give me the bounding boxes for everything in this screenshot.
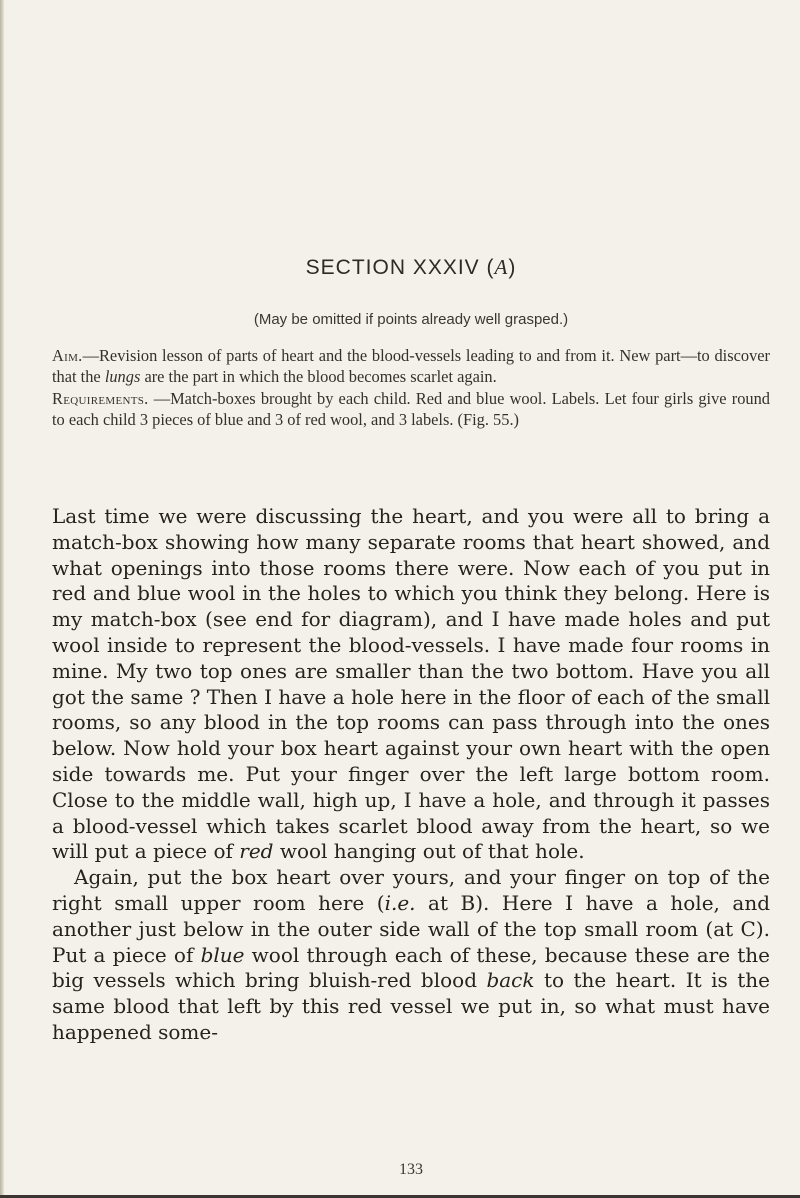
lesson-header-block: [52, 346, 770, 430]
aim-text-before: —Revision lesson of parts of heart and the blood-vessels leading to and from it. New part—to discover that the: [52, 346, 770, 386]
para2-part-3: wool through each of these, because these are the big vessels which bring bluish-red blood: [52, 942, 770, 993]
para2-emphasis-blue: blue: [200, 942, 245, 967]
requirements-label: Requirements.: [52, 389, 149, 408]
para2-part-1: Again, put the box heart over yours, and your finger on top of the right small upper room here (: [52, 865, 770, 915]
main-body-text: [52, 504, 770, 1046]
omission-note: (May be omitted if points already well grasped.): [253, 311, 569, 328]
section-heading-suffix: ): [508, 256, 517, 279]
para2-part-2: at B). Here I have a hole, and another just below in the outer side wall of the top small room (at C). Put a piece of: [52, 890, 771, 967]
body-paragraph-1: [52, 504, 770, 865]
aim-emphasis: lungs: [104, 366, 141, 386]
page-binding-edge: [0, 0, 4, 1198]
section-heading: [52, 255, 770, 280]
requirements-text: —Match-boxes brought by each child. Red and blue wool. Labels. Let four girls give round to each child 3 pieces of blue and 3 of red wool, and 3 labels. (Fig. 55.): [52, 389, 770, 429]
para2-ie: i.e.: [384, 890, 416, 915]
aim-text-after: are the part in which the blood becomes scarlet again.: [140, 366, 497, 386]
para1-text-after: wool hanging out of that hole.: [273, 839, 585, 864]
para2-part-4: to the heart. It is the same blood that left by this red vessel we put in, so what must have happened some-: [52, 968, 770, 1044]
para1-emphasis-red: red: [239, 839, 274, 864]
page-number: 133: [399, 1161, 423, 1178]
section-heading-prefix: SECTION XXXIV (: [305, 256, 495, 279]
aim-paragraph: [52, 346, 770, 387]
section-heading-letter: A: [494, 255, 509, 279]
body-paragraph-2: [52, 865, 770, 1046]
para1-text-before: Last time we were discussing the heart, and you were all to bring a match-box showing how many separate rooms that heart showed, and what openings into those rooms there were. Now each of you put in red and blue wool in the holes to which you think they belong. Here is my match-box (see end for diagram), and I have made holes and put wool inside to represent the blood-vessels. I have made four rooms in mine. My two top ones are smaller than the two bottom. Have you all got the same ? Then I have a hole here in the floor of each of the small rooms, so any blood in the top rooms can pass through into the ones below. Now hold your box heart against your own heart with the open side towards me. Put your finger over the left large bottom room. Close to the middle wall, high up, I have a hole, and through it passes a blood-vessel which takes scarlet blood away from the heart, so we will put a piece of: [52, 504, 770, 864]
requirements-paragraph: [52, 389, 770, 430]
para2-emphasis-back: back: [486, 968, 535, 993]
aim-label: Aim.: [52, 346, 83, 365]
